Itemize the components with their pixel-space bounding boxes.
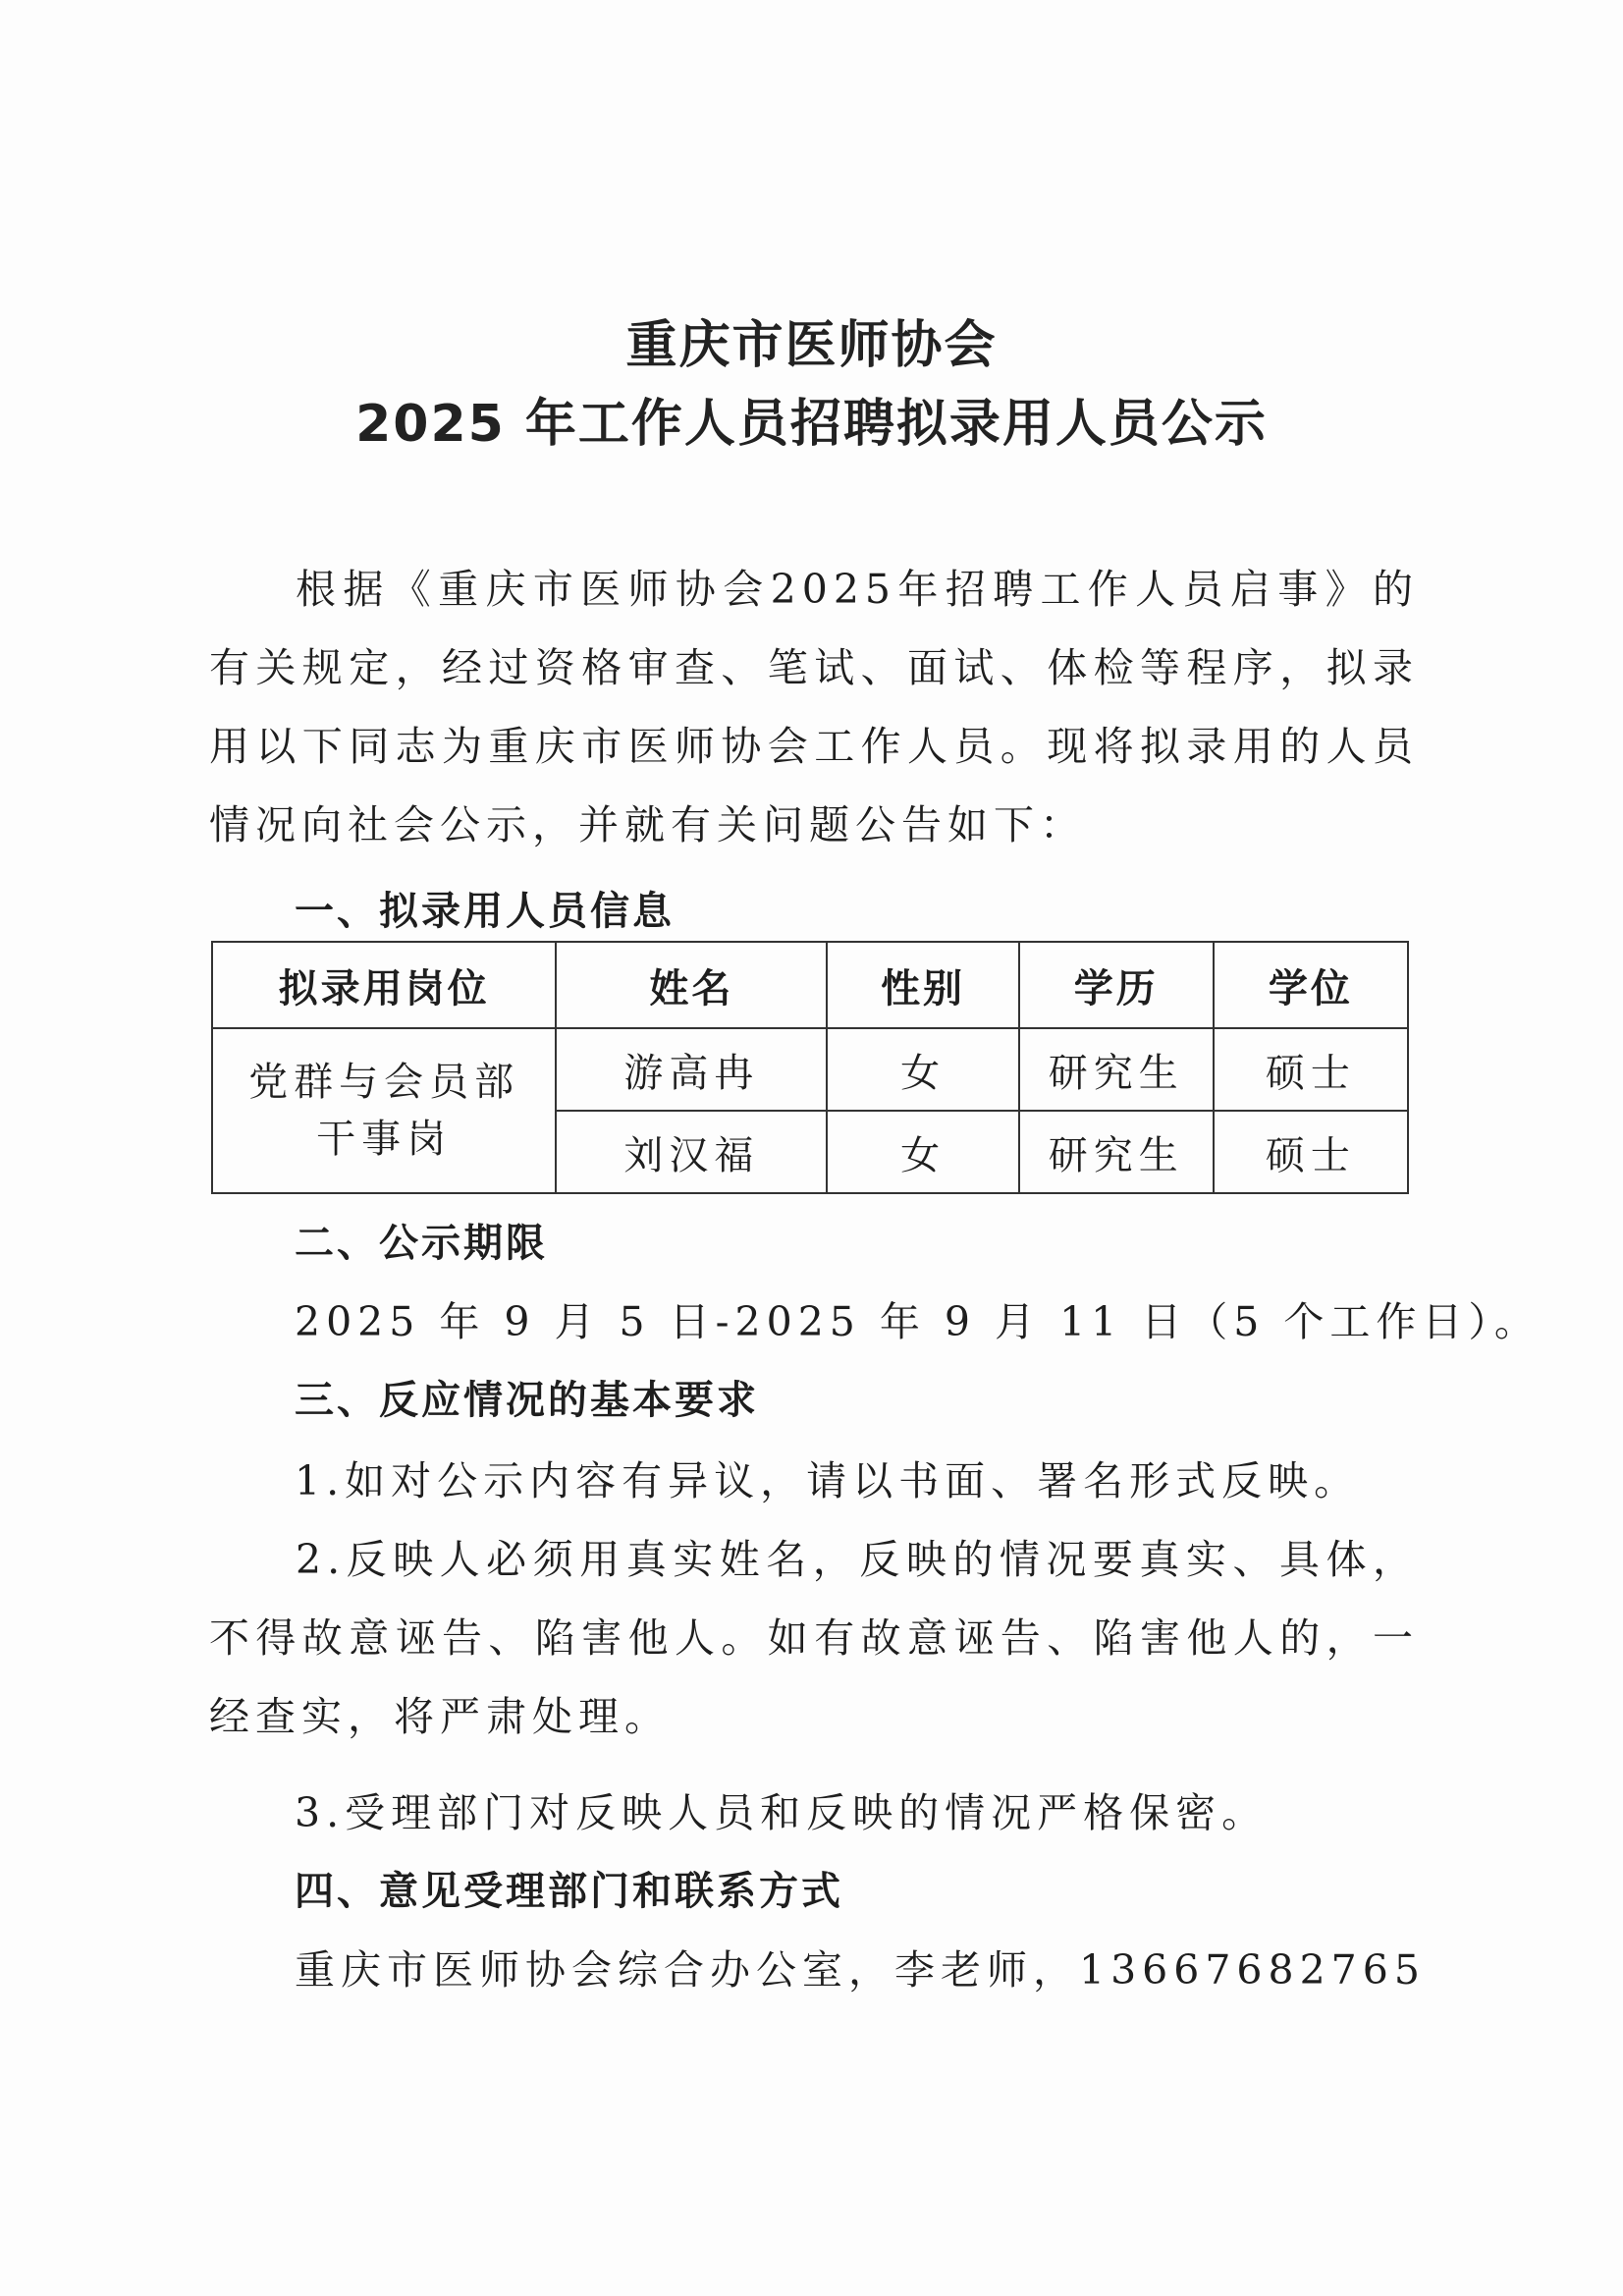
section2-heading: 二、公示期限 xyxy=(295,1221,548,1266)
section4-heading: 四、意见受理部门和联系方式 xyxy=(295,1869,843,1914)
requirement-item-3: 3.受理部门对反映人员和反映的情况严格保密。 xyxy=(295,1789,1269,1836)
table-header-row xyxy=(212,942,1408,1028)
table-row xyxy=(212,1028,1408,1111)
hire-info-table xyxy=(211,941,1409,1194)
cell-name: 刘汉福 xyxy=(556,1111,827,1193)
document-title xyxy=(0,306,1623,464)
header-degree: 学位 xyxy=(1214,942,1408,1028)
post-line2: 干事岗 xyxy=(316,1117,453,1162)
publicity-period-text: 2025 年 9 月 5 日-2025 年 9 月 11 日（5 个工作日）。 xyxy=(295,1298,1541,1345)
intro-paragraph-block xyxy=(209,550,1419,864)
cell-education: 研究生 xyxy=(1019,1028,1214,1111)
intro-paragraph: 根据《重庆市医师协会2025年招聘工作人员启事》的有关规定，经过资格审查、笔试、面试、体检等程序，拟录用以下同志为重庆市医师协会工作人员。现将拟录用的人员情况向社会公示，并就有关问题公告如下： xyxy=(209,566,1419,848)
cell-sex: 女 xyxy=(827,1028,1018,1111)
title-organization: 重庆市医师协会 xyxy=(625,316,998,375)
header-name: 姓名 xyxy=(556,942,827,1028)
cell-degree: 硕士 xyxy=(1214,1028,1408,1111)
cell-sex: 女 xyxy=(827,1111,1018,1193)
header-sex: 性别 xyxy=(827,942,1018,1028)
header-post: 拟录用岗位 xyxy=(212,942,556,1028)
requirement-item-1: 1.如对公示内容有异议，请以书面、署名形式反映。 xyxy=(295,1457,1361,1504)
cell-degree: 硕士 xyxy=(1214,1111,1408,1193)
title-subject: 2025 年工作人员招聘拟录用人员公示 xyxy=(355,395,1268,454)
post-cell xyxy=(212,1028,556,1193)
cell-education: 研究生 xyxy=(1019,1111,1214,1193)
section1-heading: 一、拟录用人员信息 xyxy=(295,889,675,934)
cell-name: 游高冉 xyxy=(556,1028,827,1111)
post-line1: 党群与会员部 xyxy=(248,1060,520,1105)
section3-heading: 三、反应情况的基本要求 xyxy=(295,1378,759,1423)
requirement-item-2: 2.反映人必须用真实姓名，反映的情况要真实、具体，不得故意诬告、陷害他人。如有故意诬告、陷害他人的，一经查实，将严肃处理。 xyxy=(209,1536,1419,1740)
contact-text: 重庆市医师协会综合办公室，李老师，13667682765 xyxy=(295,1946,1426,1994)
header-education: 学历 xyxy=(1019,942,1214,1028)
